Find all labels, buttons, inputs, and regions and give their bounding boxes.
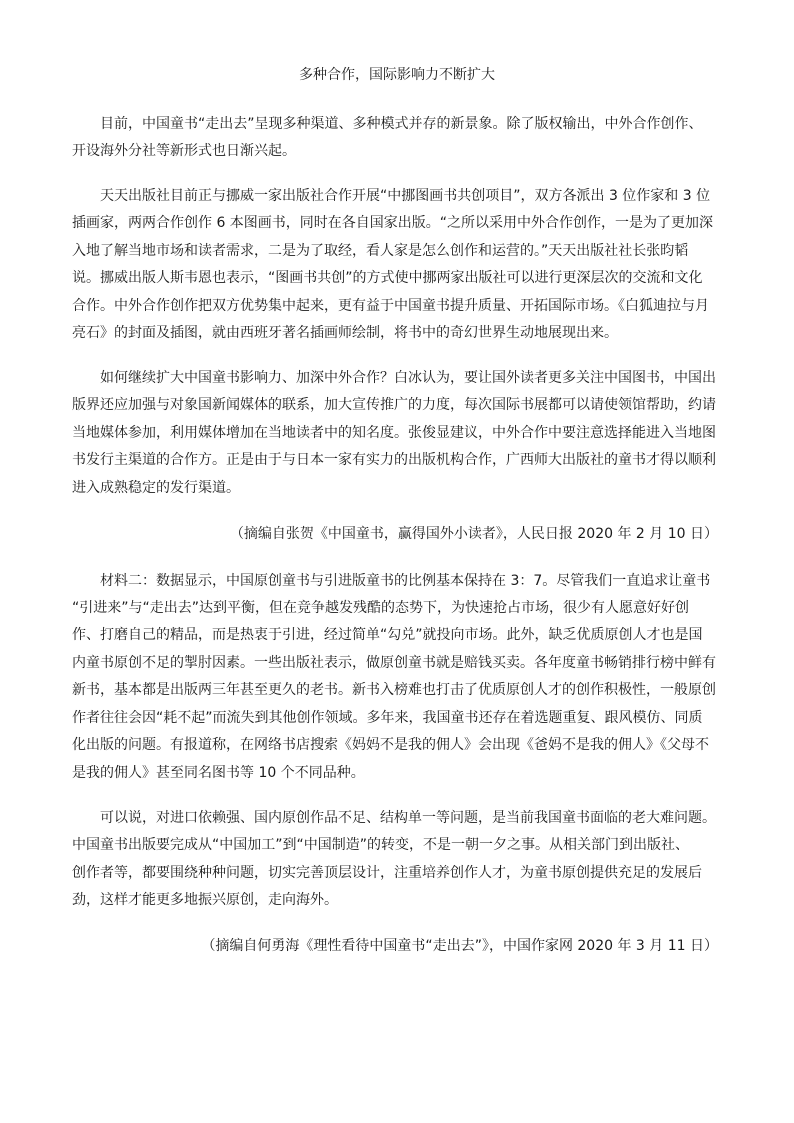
para5-line-2: 中国童书出版要完成从“中国加工”到“中国制造”的转变，不是一朝一夕之事。从相关部门到出版社、: [72, 837, 690, 853]
para3-line-3: 当地媒体参加，利用媒体增加在当地读者中的知名度。张俊显建议，中外合作中要注意选择能进入当地图: [72, 425, 716, 441]
para2-line-3: 入地了解当地市场和读者需求，二是为了取经，看人家是怎么创作和运营的。”天天出版社社长张昀韬: [72, 243, 689, 259]
para5-line-4: 劲，这样才能更多地振兴原创，走向海外。: [72, 892, 338, 908]
source-citation-1: （摘编自张贺《中国童书，赢得国外小读者》，人民日报 2020 年 2 月 10 日）: [229, 526, 718, 542]
para5-line-1: 可以说，对进口依赖强、国内原创作品不足、结构单一等问题，是当前我国童书面临的老大难问题。: [100, 810, 716, 826]
para4-line-4: 内童书原创不足的掣肘因素。一些出版社表示，做原创童书就是赔钱买卖。各年度童书畅销排行榜中鲜有: [72, 655, 716, 671]
para2-line-1: 天天出版社目前正与挪威一家出版社合作开展“中挪图画书共创项目”，双方各派出 3 位作家和 3 位: [100, 188, 711, 204]
para3-line-1: 如何继续扩大中国童书影响力、加深中外合作？白冰认为，要让国外读者更多关注中国图书，中国出: [100, 370, 716, 386]
para4-line-3: 作、打磨自己的精品，而是热衷于引进，经过简单“勾兑”就投向市场。此外，缺乏优质原创人才也是国: [72, 627, 703, 643]
para4-line-8: 是我的佣人》甚至同名图书等 10 个不同品种。: [72, 765, 365, 781]
para2-line-6: 亮石》的封面及插图，就由西班牙著名插画师绘制，将书中的奇幻世界生动地展现出来。: [72, 325, 618, 341]
para3-line-2: 版界还应加强与对象国新闻媒体的联系，加大宣传推广的力度，每次国际书展都可以请使领馆帮助，约请: [72, 397, 716, 413]
para4-line-6: 作者往往会因“耗不起”而流失到其他创作领域。多年来，我国童书还存在着选题重复、跟风模仿、同质: [72, 710, 703, 726]
para2-line-5: 合作。中外合作创作把双方优势集中起来，更有益于中国童书提升质量、开拓国际市场。《白狐迪拉与月: [72, 298, 709, 314]
para3-line-5: 进入成熟稳定的发行渠道。: [72, 480, 240, 496]
section-title: 多种合作，国际影响力不断扩大: [299, 67, 495, 83]
para1-line-1: 目前，中国童书“走出去”呈现多种渠道、多种模式并存的新景象。除了版权输出，中外合作创作、: [100, 116, 703, 132]
para2-line-2: 插画家，两两合作创作 6 本图画书，同时在各自国家出版。“之所以采用中外合作创作，一是为了更加深: [72, 215, 714, 231]
source-citation-2: （摘编自何勇海《理性看待中国童书“走出去”》，中国作家网 2020 年 3 月 11 日）: [201, 938, 718, 954]
para3-line-4: 书发行主渠道的合作方。正是由于与日本一家有实力的出版机构合作，广西师大出版社的童书才得以顺利: [72, 452, 716, 468]
para4-line-1: 材料二：数据显示，中国原创童书与引进版童书的比例基本保持在 3：7。尽管我们一直追求让童书: [100, 573, 711, 589]
para1-line-2: 开设海外分社等新形式也日渐兴起。: [72, 143, 296, 159]
para4-line-5: 新书，基本都是出版两三年甚至更久的老书。新书入榜难也打击了优质原创人才的创作积极性，一般原创: [72, 682, 716, 698]
para2-line-4: 说。挪威出版人斯韦恩也表示，“图画书共创”的方式使中挪两家出版社可以进行更深层次的交流和文化: [72, 270, 703, 286]
para5-line-3: 创作者等，都要围绕种种问题，切实完善顶层设计，注重培养创作人才，为童书原创提供充足的发展后: [72, 865, 702, 881]
para4-line-7: 化出版的问题。有报道称，在网络书店搜索《妈妈不是我的佣人》会出现《爸妈不是我的佣人》《父母不: [72, 737, 709, 753]
para4-line-2: “引进来”与“走出去”达到平衡，但在竞争越发残酷的态势下，为快速抢占市场，很少有人愿意好好创: [72, 600, 690, 616]
